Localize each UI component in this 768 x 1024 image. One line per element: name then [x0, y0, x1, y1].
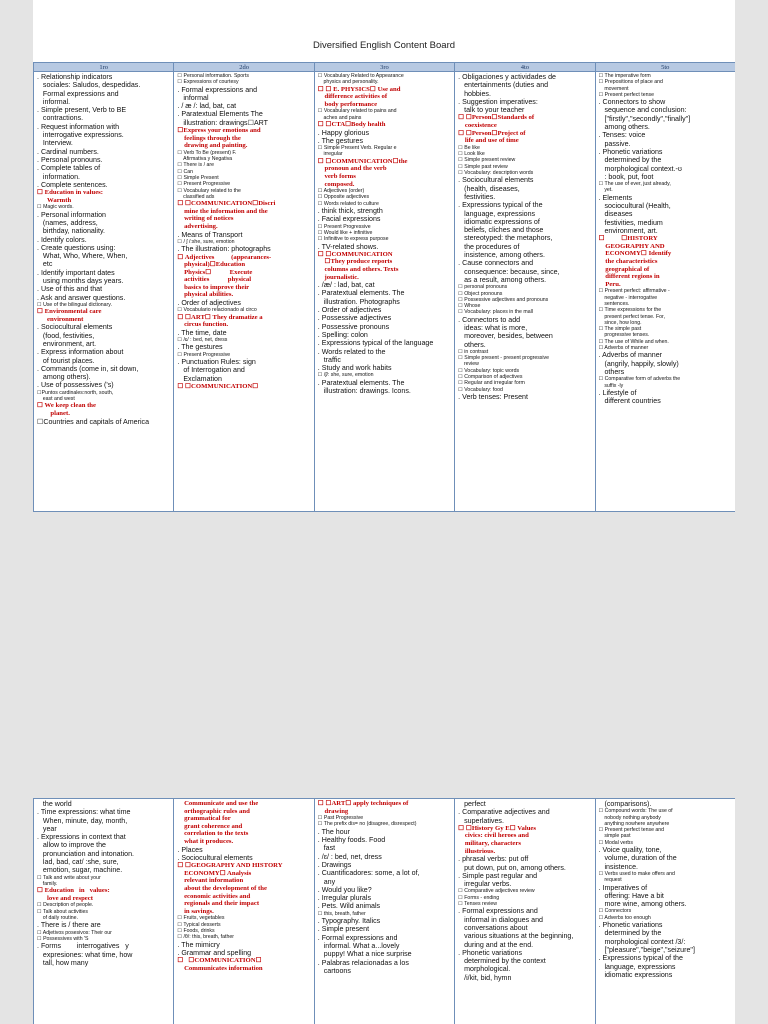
content-item: ☐ in contrast [458, 348, 489, 355]
content-item: . Words related to the traffic [317, 347, 386, 364]
content-item: ☐ Forms - ending [458, 894, 500, 901]
content-item: ☐ Comparison of adjectives [458, 374, 523, 381]
content-item: ☐ The imperative form [598, 73, 651, 79]
content-item: . Express information about of tourist places. [37, 348, 124, 365]
content-item: ☐ Typical desserts [177, 921, 221, 928]
grade-3-content-cell [314, 799, 454, 1024]
content-item: . Connectors to add ideas: what is more, moreover, besides, between others. [458, 315, 553, 349]
content-item: . Expressions typical of the language, expressions idiomatic expressions of beliefs, cliches and those stereotyped: the metaphors, the procedures of insistence, among others. [458, 201, 553, 260]
content-item: . Healthy foods. Food fast [317, 836, 386, 853]
content-item: . Sociocultural elements (food, festivities, environment, art. [37, 323, 113, 348]
content-item: ☐ Whose [458, 303, 481, 310]
content-item: ☐ Fruits, vegetables [177, 915, 225, 922]
content-item: . Possessive pronouns [317, 322, 390, 331]
content-item: ☐ Simple Present Verb. Regular e irregular [317, 145, 397, 158]
content-item: . Formal expressions and informal in dialogues and conversations about various situations at the beginning, during and at the end. [458, 907, 574, 949]
content-item: ☐ The use of While and when. [598, 338, 669, 345]
content-item: . There is / there are [37, 921, 101, 930]
content-item-highlight: ☐ ☐History Gy E☐ Values civics: civil heroes and military, characters illustrious. [458, 824, 536, 855]
content-item: . Palabras relacionadas a los cartoons [317, 958, 409, 975]
content-item: . Cardinal numbers. [37, 147, 99, 156]
content-item: ☐ Vocabulario relacionado al circo [177, 307, 257, 314]
grade-2-content-cell [174, 799, 314, 1024]
content-item: (comparisons). [598, 800, 652, 808]
content-item: . Happy glorious [317, 128, 370, 137]
content-item-highlight: ☐ Environmental care environment [37, 308, 102, 323]
content-item: ☐ Foods, drinks [177, 927, 215, 934]
grade-4-content-cell [455, 799, 595, 1024]
grade-2-content-cell [174, 72, 314, 512]
content-item: ☐ personal pronouns [458, 284, 508, 291]
grade-header-2: 2do [174, 63, 314, 72]
grade-header-5: 5to [595, 63, 735, 72]
content-item: . Facial expressions [317, 215, 381, 224]
content-item: ☐ Object pronouns [458, 290, 503, 297]
content-item: . Comparative adjectives and superlatives. [458, 808, 550, 825]
content-item: . Personal pronouns. [37, 155, 103, 164]
content-item: . / æ /: lad, bat, cat [177, 102, 237, 111]
content-item: . Paratextual elements. The illustration. Photographs [317, 289, 405, 306]
content-item-highlight: ☐ ☐COMMUNICATION☐ Communicates information [177, 957, 263, 972]
content-item: ☐ Present perfect: affirmative - negative - interrogative sentences. [598, 288, 670, 307]
grade-3-content-cell [314, 72, 454, 512]
content-item: . Study and work habits [317, 364, 392, 373]
content-item-highlight: ☐ ☐ E. PHYSICS☐ Use and difference activities of body performance [317, 85, 401, 108]
content-item: . Means of Transport [177, 230, 243, 239]
content-item: . Expressions typical of the language, expressions idiomatic expressions [598, 954, 683, 979]
content-item: ☐ Simple present review [458, 157, 516, 164]
content-item: ☐ Present perfect tense and simple past [598, 827, 665, 840]
content-item: ☐ Expressions of courtesy [177, 79, 239, 86]
content-board-table-continued [33, 798, 735, 1024]
content-item: . think thick, strength [317, 207, 383, 216]
content-item: . Complete sentences. [37, 180, 108, 189]
content-item: ☐ / ʃ /:she, sure, emotion [177, 238, 235, 245]
content-item: . The hour [317, 827, 350, 836]
content-item: ☐ Verbs used to make offers and request [598, 870, 675, 884]
content-item: . Paratextual Elements The illustration: drawings☐ART [177, 110, 268, 127]
content-item: . Commands (come in, sit down, among others). [37, 364, 139, 382]
content-item: . Grammar and spelling [177, 948, 252, 957]
content-item: . Obligaciones y actividades de entertainments (duties and hobbies. [458, 73, 556, 98]
content-item: ☐ Tenses review [458, 901, 498, 908]
content-item: . The time, date [177, 328, 227, 337]
content-item: ☐ Present Progressive [177, 181, 231, 188]
content-item: ☐ /ʃ/: she, sure, emotion [317, 372, 374, 379]
content-item: . Cuantificadores: some, a lot of, any [317, 869, 420, 886]
content-item: perfect [458, 800, 486, 808]
content-item: ☐ this, breath, father [317, 910, 366, 917]
content-item: . Forms interrogatives y expresiones: what time, how tall, how many [37, 942, 133, 967]
content-item: . Sociocultural elements (health, diseases, festivities. [458, 176, 534, 201]
content-item: . The illustration: photographs [177, 245, 271, 254]
content-item: . Imperatives of offering: Have a bit more wine, among others. [598, 883, 687, 909]
content-item: ☐ Comparative form of adverbs the suffix -ly [598, 376, 681, 389]
content-item: ☐ Infinitive to express purpose [317, 236, 389, 243]
content-item: . Complete tables of information. [37, 164, 101, 181]
content-item: . Ask and answer questions. [37, 293, 126, 302]
content-item: ☐ Regular and irregular form [458, 380, 525, 387]
content-item: /i/kit, bid, hymn [458, 973, 512, 982]
document-page-1 [33, 0, 735, 512]
content-item: ☐ Possessive adjectives and pronouns [458, 296, 549, 303]
content-item: . Suggestion imperatives: talk to your teacher [458, 97, 538, 115]
content-item: . Request information with interrogative expressions. Interview. [37, 122, 124, 148]
content-item: . Expressions typical of the language [317, 339, 434, 348]
content-item: ☐ /θ/: this, breath, father [177, 934, 234, 941]
content-item: ☐ Opposite adjectives [317, 194, 370, 201]
content-item: ☐ Adverbs of manner [598, 345, 649, 352]
content-item: ☐ Adjetivos posesivos: Their our [37, 929, 112, 936]
grade-header-3: 3ro [314, 63, 454, 72]
grade-5-content-cell [595, 72, 735, 512]
document-page-2 [33, 798, 735, 1024]
content-item: . Typography. Italics [317, 917, 381, 926]
content-item: . Paratextual elements. The illustration: drawings. Icons. [317, 378, 411, 396]
content-item: . Cause connectors and consequence: because, since, as a result, among others. [458, 259, 560, 284]
content-board-table [33, 62, 735, 512]
content-item: . Lifestyle of different countries [598, 388, 661, 406]
content-item: . Adverbs of manner (angrily, happily, slowly) others [598, 351, 679, 376]
content-item: ☐ Vocabulary: food [458, 386, 503, 393]
content-item-highlight: Communicate and use the orthographic rules and grammatical for grant coherence and correlation to the texts what it produces. [184, 800, 259, 845]
content-item: ☐ Vocabulary related to the classified ads [177, 187, 241, 200]
content-item: . Sociocultural elements [177, 853, 253, 862]
content-item-highlight: ☐ ☐CTA☐Body health [317, 120, 386, 128]
content-item: . /ɛ/ : bed, net, dress [317, 852, 382, 861]
content-item-highlight: ☐ Education in values: Warmth [37, 189, 104, 204]
content-item: ☐ Prepositions of place and movement [598, 79, 663, 92]
content-item: . The gestures [177, 343, 223, 352]
content-item: ☐ Talk about activities of daily routine. [37, 908, 88, 922]
content-item: ☐ Possessives with 'S [37, 935, 89, 942]
content-item: ☐ The prefix dis= no (disagree, disrespect) [317, 821, 417, 828]
content-item: . Irregular plurals [317, 894, 372, 903]
content-item: . Pets. Wild animals [317, 902, 381, 911]
content-item-highlight: ☐ ☐Person☐Standards of coexistence [458, 114, 535, 130]
document-title: Diversified English Content Board [312, 40, 456, 51]
content-item: ☐ Simple past review [458, 163, 508, 170]
content-item: . Possessive adjectives [317, 314, 392, 323]
content-item: ☐ Present Progressive [317, 223, 371, 230]
content-item: . The gestures [317, 136, 363, 145]
content-item: ☐ Vocabulary: description words [458, 170, 534, 177]
content-item: . Order of adjectives [177, 299, 241, 308]
content-item: . Phonetic variations determined by the morphological context /3/: ["pleasure","beige","seizure"] [598, 921, 695, 954]
content-item: . Phonetic variations determined by the context morphological. [458, 948, 546, 974]
grade-4-content-cell [455, 72, 595, 512]
grade-5-content-cell [595, 799, 735, 1024]
content-item: ☐ Adjectives (order) [317, 188, 365, 195]
content-item: . Personal information (names, address, birthday, nationality. [37, 210, 107, 236]
content-item: ☐ Talk and write about your family. [37, 874, 101, 887]
content-item: ☐ Words related to culture [317, 200, 379, 207]
content-item: ☐ /ɛ/ : bed, net, dress [177, 337, 228, 344]
content-item: ☐ Vocabulary Related to Appearance physics and personality. [317, 73, 404, 86]
content-item: ☐ Present Progressive [177, 351, 231, 358]
content-item: ☐ Magic words. [37, 204, 74, 211]
content-item: ☐ Adverbs too enough [598, 914, 651, 921]
content-item: . TV-related shows. [317, 242, 379, 251]
content-item: . Simple past regular and irregular verbs. [458, 871, 538, 889]
content-item: . Use of possessives ('s) [37, 381, 114, 390]
content-item: the world [37, 800, 72, 808]
content-item: . Tenses: voice passive. [598, 131, 646, 148]
content-item: . Punctuation Rules: sign of Interrogation and Exclamation [177, 358, 256, 383]
content-item-highlight: ☐ ☐COMMUNICATION ☐They produce reports columns and others. Texts journalistic. [317, 250, 399, 281]
content-item: . Use of this and that [37, 285, 103, 294]
content-item: . Simple present [317, 925, 370, 934]
content-item: . Formal expressions and informal. What a...lovely puppy! What a nice surprise [317, 933, 412, 959]
content-item: ☐ Past Progressive [317, 815, 364, 822]
content-item: . Would you like? [317, 885, 372, 894]
content-item-highlight: ☐ ☐COMMUNICATION☐ [177, 382, 259, 390]
content-item: ☐ Simple present - present progressive review [458, 355, 550, 368]
content-item: . Order of adjectives [317, 306, 382, 315]
grade-1-content-cell [34, 799, 174, 1024]
content-item: ☐ Use of the bilingual dictionary. [37, 301, 112, 308]
content-item-highlight: ☐Express your emotions and feelings through the drawing and painting. [177, 127, 261, 150]
content-item: ☐ Verb To Be (present) F. Afirmativa y Negativa [177, 149, 237, 163]
content-item: . Phonetic variations determined by the morphological context.-ʊ : book, put, foot [598, 147, 682, 181]
content-item: ☐ Would like + infinitive [317, 229, 373, 236]
content-item: . Create questions using: What, Who, Where, When, etc [37, 243, 128, 269]
content-item: ☐ Vocabulary: topic words [458, 367, 520, 374]
content-item: . Elements sociocultural (Health, diseases festivities, medium environment, art. [598, 193, 671, 235]
content-item: . The mimicry [177, 940, 220, 949]
content-item: . Voice quality, tone, volume, duration of the insistence. [598, 846, 677, 871]
content-item: . Simple present, Verb to BE contractions. [37, 106, 127, 123]
content-item: . Time expressions: what time When, minute, day, month, year [37, 808, 131, 833]
content-item: . Verb tenses: Present [458, 392, 528, 401]
content-item: ☐ Vocabulary: places in the mall [458, 309, 533, 316]
content-item: . Identify colors. [37, 235, 87, 244]
grade-1-content-cell [34, 72, 174, 512]
content-item: ☐ Vocabulary related to pains and aches and pains [317, 108, 397, 121]
content-item-highlight: ☐ ☐ART☐ They dramatize a circus function. [177, 313, 263, 329]
content-item: . Formal expressions and informal [177, 85, 258, 102]
content-item: ☐ Modal verbs [598, 839, 633, 846]
content-item-highlight: ☐ ☐HISTORY GEOGRAPHY AND ECONOMY☐ Identify the characteristics geographical of different regions in Peru. [598, 235, 672, 288]
content-item: ☐ Present perfect tense [598, 91, 654, 98]
content-item: ☐ Compound words: The use of nobody nothing anybody anything nowhere anywhere [598, 808, 673, 827]
content-item: . Relationship indicators sociales: Saludos, despedidas. Formal expressions and informal. [37, 73, 141, 106]
content-item: ☐ Description of people. [37, 902, 94, 909]
content-item: . Spelling: colon [317, 330, 368, 339]
content-item: . Connectors to show sequence and conclusion: ["firstly","secondly","finally"] among others. [598, 98, 691, 132]
content-item: ☐ Connectors [598, 908, 632, 915]
content-item: . Identify important dates using months days years. [37, 268, 124, 286]
content-item-highlight: ☐ ☐COMMUNICATION☐the pronoun and the verb verb forms composed. [317, 157, 408, 188]
content-item: . phrasal verbs: put off put down, put on, among others. [458, 855, 566, 872]
content-item-highlight: ☐ Adjectives (appearances- physical)☐Education Physics☐ Execute activities physical basics to improve their physical abilities. [177, 253, 272, 299]
content-item: ☐ Look like [458, 151, 485, 158]
content-item-highlight: ☐ Education in values: love and respect [37, 887, 110, 902]
content-item: . Places [177, 845, 203, 854]
content-item: . Expressions in context that allow to improve the pronunciation and intonation. lad, bad, cat/ :she, sure, emotion, sugar, machine. [37, 833, 135, 875]
content-item-highlight: ☐ ☐Person☐Project of life and use of time [458, 129, 526, 145]
grade-header-1: 1ro [34, 63, 174, 72]
content-item: ☐ The use of ever, just already, yet. [598, 181, 671, 194]
content-item: ☐ Comparative adjectives review [458, 888, 535, 895]
content-item: ☐ The simple past progressive tenses. [598, 326, 650, 339]
content-item: . /æ/ : lad, bat, cat [317, 281, 375, 290]
grade-header-4: 4to [455, 63, 595, 72]
content-item-highlight: ☐ ☐GEOGRAPHY AND HISTORY ECONOMY☐ Analysis relevant information about the development of the economic activities and regionals and their impact in savings. [177, 862, 283, 915]
content-item: ☐Countries and capitals of America [37, 417, 150, 426]
content-item: ☐ Personal information. Sports [177, 73, 249, 79]
content-item: . Drawings [317, 860, 352, 869]
content-item-highlight: ☐ We keep clean the planet. [37, 402, 96, 417]
content-item: ☐ There is / are [177, 162, 214, 169]
content-item: ☐ Time expressions for the present perfect tense. For, since, how long. [598, 307, 665, 326]
content-item: ☐ Can [177, 168, 193, 175]
content-item: ☐Puntos cardinales:north, south, east and west [37, 389, 114, 403]
content-item-highlight: ☐ ☐ART☐ apply techniques of drawing [317, 800, 409, 815]
content-item: ☐ Simple Present [177, 175, 219, 182]
content-item: ☐ Be like [458, 144, 480, 151]
content-item-highlight: ☐ ☐COMMUNICATION☐Discri mine the information and the writing of notices advertising. [177, 200, 276, 231]
